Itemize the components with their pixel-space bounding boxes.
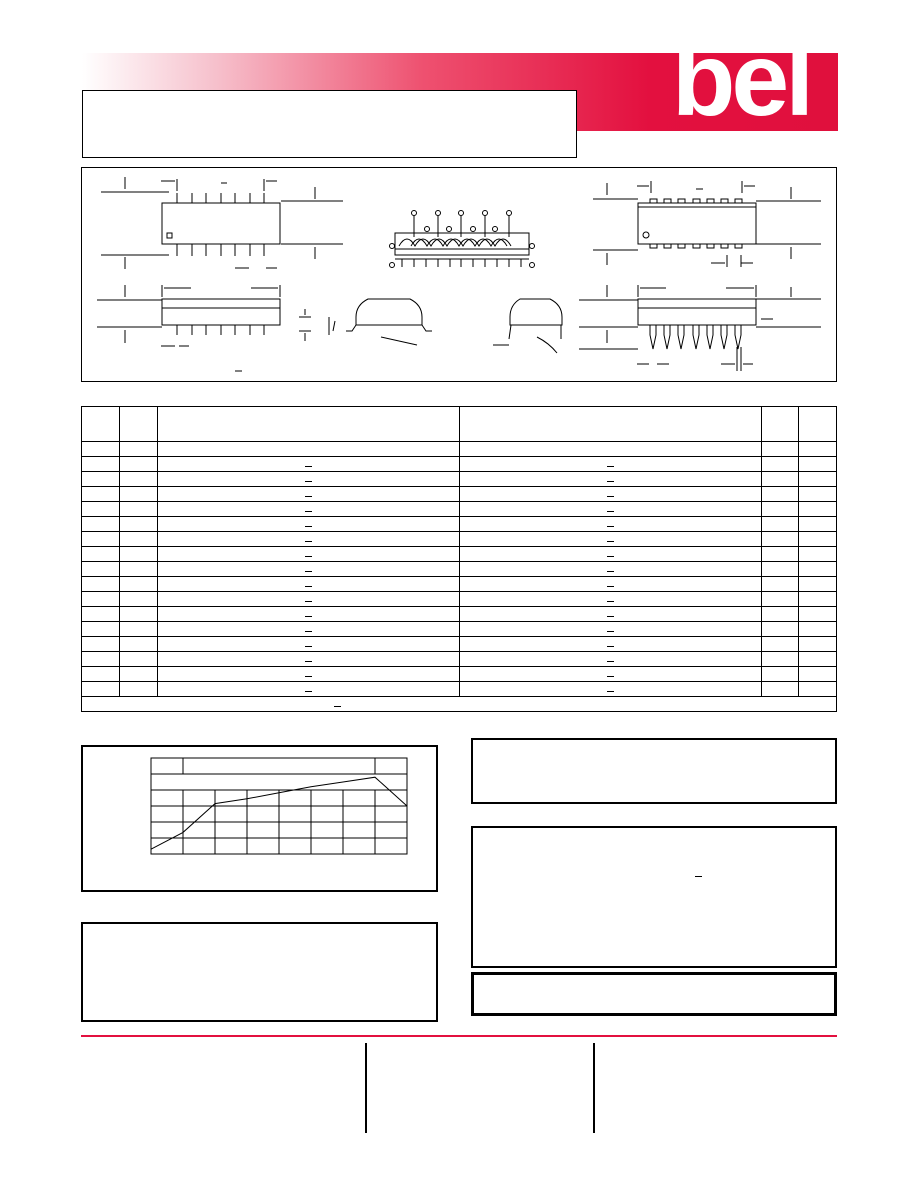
underscore-mark — [305, 687, 312, 692]
underscore-mark — [607, 552, 614, 557]
table-cell — [799, 502, 837, 517]
footer-column-divider-2 — [593, 1043, 595, 1133]
table-cell — [459, 442, 761, 457]
table-cell — [459, 652, 761, 667]
note-box-b — [471, 738, 837, 804]
table-cell — [761, 592, 799, 607]
table-row — [82, 577, 837, 592]
table-cell — [761, 577, 799, 592]
table-cell — [82, 487, 120, 502]
table-cell — [799, 622, 837, 637]
table-cell — [459, 592, 761, 607]
end-view-smd — [329, 299, 432, 345]
table-cell — [761, 547, 799, 562]
table-cell — [119, 472, 157, 487]
table-row — [82, 592, 837, 607]
end-view-dip — [493, 299, 562, 353]
table-row — [82, 442, 837, 457]
table-cell — [82, 502, 120, 517]
underscore-mark — [607, 477, 614, 482]
table-cell — [82, 442, 120, 457]
table-cell — [82, 547, 120, 562]
underscore-mark — [305, 612, 312, 617]
table-cell — [82, 637, 120, 652]
table-cell — [799, 517, 837, 532]
table-cell — [459, 682, 761, 697]
table-cell — [119, 517, 157, 532]
table-cell — [459, 532, 761, 547]
table-row — [82, 532, 837, 547]
table-cell — [157, 517, 459, 532]
table-cell — [761, 652, 799, 667]
underscore-mark — [305, 552, 312, 557]
underscore-mark — [607, 642, 614, 647]
underscore-mark — [695, 872, 702, 877]
underscore-mark — [607, 627, 614, 632]
chart-box — [81, 745, 438, 892]
table-cell — [119, 487, 157, 502]
underscore-mark — [607, 537, 614, 542]
table-cell — [82, 607, 120, 622]
table-cell — [119, 502, 157, 517]
table-header-cell — [799, 407, 837, 442]
table-cell — [157, 532, 459, 547]
underscore-mark — [305, 507, 312, 512]
table-cell — [799, 487, 837, 502]
table-cell — [761, 457, 799, 472]
underscore-mark — [305, 492, 312, 497]
line-chart — [81, 745, 438, 892]
underscore-mark — [607, 657, 614, 662]
underscore-mark — [305, 462, 312, 467]
table-cell — [799, 442, 837, 457]
table-cell — [157, 622, 459, 637]
table-note-cell — [82, 697, 837, 712]
table-row — [82, 457, 837, 472]
table-cell — [761, 637, 799, 652]
table-cell — [459, 607, 761, 622]
smd-top-view — [101, 177, 343, 269]
table-header-cell — [761, 407, 799, 442]
table-cell — [119, 682, 157, 697]
table-cell — [157, 442, 459, 457]
underscore-mark — [305, 627, 312, 632]
underscore-mark — [305, 522, 312, 527]
table-cell — [459, 487, 761, 502]
underscore-mark — [607, 687, 614, 692]
underscore-mark — [607, 597, 614, 602]
table-cell — [459, 502, 761, 517]
table-row — [82, 682, 837, 697]
table-cell — [82, 532, 120, 547]
table-row — [82, 622, 837, 637]
dip-side-view — [579, 285, 821, 371]
table-cell — [157, 547, 459, 562]
table-row — [82, 637, 837, 652]
table-cell — [119, 547, 157, 562]
note-box-c — [471, 826, 837, 968]
table-cell — [119, 562, 157, 577]
table-cell — [459, 547, 761, 562]
table-cell — [119, 667, 157, 682]
table-cell — [761, 622, 799, 637]
table-cell — [82, 577, 120, 592]
table-cell — [157, 592, 459, 607]
table-cell — [119, 577, 157, 592]
underscore-mark — [305, 537, 312, 542]
table-cell — [119, 622, 157, 637]
underscore-mark — [607, 507, 614, 512]
note-box-d — [471, 972, 837, 1016]
table-cell — [119, 607, 157, 622]
table-cell — [761, 502, 799, 517]
note-box-a — [81, 922, 438, 1022]
table-header-cell — [157, 407, 459, 442]
table-cell — [157, 637, 459, 652]
table-row — [82, 487, 837, 502]
schematic — [390, 211, 535, 268]
table-cell — [157, 487, 459, 502]
table-cell — [82, 592, 120, 607]
table-cell — [761, 682, 799, 697]
underscore-mark — [607, 462, 614, 467]
table-cell — [799, 532, 837, 547]
table-cell — [761, 487, 799, 502]
table-cell — [157, 472, 459, 487]
table-cell — [761, 442, 799, 457]
table-row — [82, 517, 837, 532]
table-cell — [82, 517, 120, 532]
dip-top-view — [593, 181, 821, 267]
underscore-mark — [607, 582, 614, 587]
table-cell — [799, 577, 837, 592]
underscore-mark — [607, 612, 614, 617]
table-cell — [82, 622, 120, 637]
table-header-row — [82, 407, 837, 442]
title-box — [82, 90, 577, 158]
table-cell — [157, 562, 459, 577]
underscore-mark — [305, 642, 312, 647]
table-header-cell — [82, 407, 120, 442]
table-cell — [799, 592, 837, 607]
table-row — [82, 547, 837, 562]
underscore-mark — [334, 702, 341, 707]
table-cell — [157, 667, 459, 682]
underscore-mark — [607, 522, 614, 527]
table-cell — [761, 607, 799, 622]
table-cell — [157, 652, 459, 667]
table-cell — [761, 517, 799, 532]
table-cell — [799, 547, 837, 562]
underscore-mark — [305, 477, 312, 482]
table-row — [82, 667, 837, 682]
table-row — [82, 562, 837, 577]
table-note-row — [82, 697, 837, 712]
footer-divider — [81, 1035, 837, 1037]
table-cell — [459, 637, 761, 652]
mechanical-drawing-frame — [81, 167, 837, 382]
underscore-mark — [305, 672, 312, 677]
table-cell — [459, 457, 761, 472]
table-cell — [119, 532, 157, 547]
underscore-mark — [305, 657, 312, 662]
table-cell — [799, 652, 837, 667]
table-cell — [459, 517, 761, 532]
smd-top-pins — [177, 193, 264, 256]
table-cell — [119, 652, 157, 667]
mechanical-drawings — [81, 167, 837, 382]
table-cell — [82, 472, 120, 487]
smd-side-view — [97, 285, 311, 371]
table-cell — [82, 562, 120, 577]
bel-logo — [648, 22, 834, 138]
table-cell — [119, 637, 157, 652]
table-row — [82, 502, 837, 517]
table-cell — [459, 472, 761, 487]
table-cell — [799, 472, 837, 487]
underscore-mark — [607, 492, 614, 497]
underscore-mark — [305, 567, 312, 572]
table-cell — [82, 667, 120, 682]
table-cell — [799, 637, 837, 652]
table-cell — [459, 667, 761, 682]
table-cell — [459, 622, 761, 637]
spec-table-body — [82, 442, 837, 697]
table-cell — [799, 457, 837, 472]
table-cell — [799, 562, 837, 577]
table-cell — [157, 682, 459, 697]
table-cell — [761, 532, 799, 547]
table-cell — [82, 682, 120, 697]
table-cell — [761, 562, 799, 577]
underscore-mark — [607, 567, 614, 572]
table-cell — [157, 607, 459, 622]
table-cell — [799, 607, 837, 622]
table-row — [82, 472, 837, 487]
table-header-cell — [119, 407, 157, 442]
table-cell — [82, 652, 120, 667]
underscore-mark — [305, 597, 312, 602]
table-cell — [799, 682, 837, 697]
table-cell — [459, 577, 761, 592]
table-cell — [459, 562, 761, 577]
underscore-mark — [305, 582, 312, 587]
table-cell — [761, 472, 799, 487]
underscore-mark — [607, 672, 614, 677]
table-row — [82, 652, 837, 667]
logo-text: bel — [671, 22, 811, 138]
table-cell — [82, 457, 120, 472]
table-cell — [761, 667, 799, 682]
table-cell — [799, 667, 837, 682]
table-header-cell — [459, 407, 761, 442]
table-cell — [119, 457, 157, 472]
table-cell — [157, 457, 459, 472]
table-cell — [157, 502, 459, 517]
table-cell — [157, 577, 459, 592]
footer-column-divider-1 — [365, 1043, 367, 1133]
table-cell — [119, 442, 157, 457]
table-cell — [119, 592, 157, 607]
table-row — [82, 607, 837, 622]
spec-table — [81, 406, 837, 712]
